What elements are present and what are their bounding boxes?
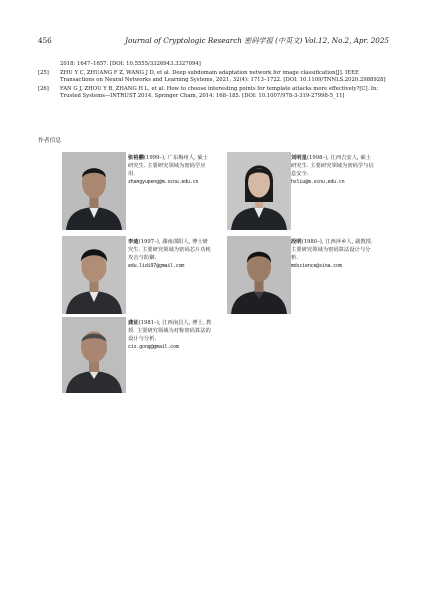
section-title: 作者信息 (38, 138, 62, 144)
author-photo (227, 152, 291, 230)
reference-item (38, 86, 390, 101)
portrait-silhouette-icon (62, 317, 126, 393)
author-description: (1998–), 江西吉安人, 硕士研究生. 主要研究领域为密码学与信息安全. (291, 155, 374, 177)
reference-item (38, 61, 390, 69)
author-description: (1981–), 江西南昌人, 博士, 教授. 主要研究领域为对称密码算法的设计与分析. (128, 320, 212, 342)
author-photo (62, 236, 126, 314)
author-description: (1997–), 湖南邵阳人, 博士研究生. 主要研究领域为密码芯片功耗攻击与防御. (128, 239, 211, 261)
author-photo (62, 152, 126, 230)
author-bio (128, 238, 212, 270)
portrait-silhouette-icon (62, 236, 126, 314)
author-bio (128, 154, 212, 186)
author-photo (227, 236, 291, 314)
author-email: hxliu@m.scnu.edu.cn (291, 179, 345, 185)
portrait-silhouette-icon (227, 152, 291, 230)
journal-citation: Journal of Cryptologic Research 密码学报 (中英文) Vol.12, No.2, Apr. 2025 (125, 36, 389, 45)
author-email: edu.lidi97@gmail.com (128, 263, 185, 269)
author-name: 段明 (291, 239, 302, 245)
reference-list (38, 61, 390, 101)
author-bio (291, 154, 375, 186)
author-name: 张裕鹏 (128, 155, 144, 161)
author-email: mdscience@sina.com (291, 263, 342, 269)
author-description: (1999–), 广东梅州人, 硕士研究生. 主要研究领域为密码学应用. (128, 155, 208, 177)
reference-text: FAN G J, ZHOU Y B, ZHANG H L, et al. How to choose interesting points for template attacks more effectively?[C]. In: Trusted Systems—INTRUST 2014. Springer Cham, 2014: 168–185. [DOI: 10.1007/978-3-319-27998-5_11] (60, 85, 379, 100)
author-email: zhangyupeng@m.scnu.edu.cn (128, 179, 199, 185)
author-name: 李迪 (128, 239, 139, 245)
portrait-silhouette-icon (227, 236, 291, 314)
reference-number: [25] (38, 69, 49, 76)
reference-text: 2018: 1647–1657. [DOI: 10.5555/3326943.3327094] (60, 61, 201, 67)
author-bio (291, 238, 375, 270)
author-photo (62, 317, 126, 393)
running-header (38, 36, 389, 46)
author-email: cis.gong@gmail.com (128, 344, 179, 350)
reference-item (38, 70, 390, 85)
reference-text: ZHU Y C, ZHUANG F Z, WANG J D, et al. Deep subdomain adaptation network for image classification[J]. IEEE Transactions on Neural Networks and Learning Systems, 2021, 32(4): 1713–1722. [DOI: 10.1109/TNNLS.2020.2988928] (60, 69, 386, 84)
author-description: (1980–), 江西萍乡人, 副教授. 主要研究领域为密码算法设计与分析. (291, 239, 373, 261)
portrait-silhouette-icon (62, 152, 126, 230)
reference-number: [26] (38, 85, 49, 92)
author-name: 刘明星 (291, 155, 307, 161)
author-bio (128, 319, 212, 351)
page-number: 456 (38, 36, 52, 45)
author-name: 龚征 (128, 320, 139, 326)
